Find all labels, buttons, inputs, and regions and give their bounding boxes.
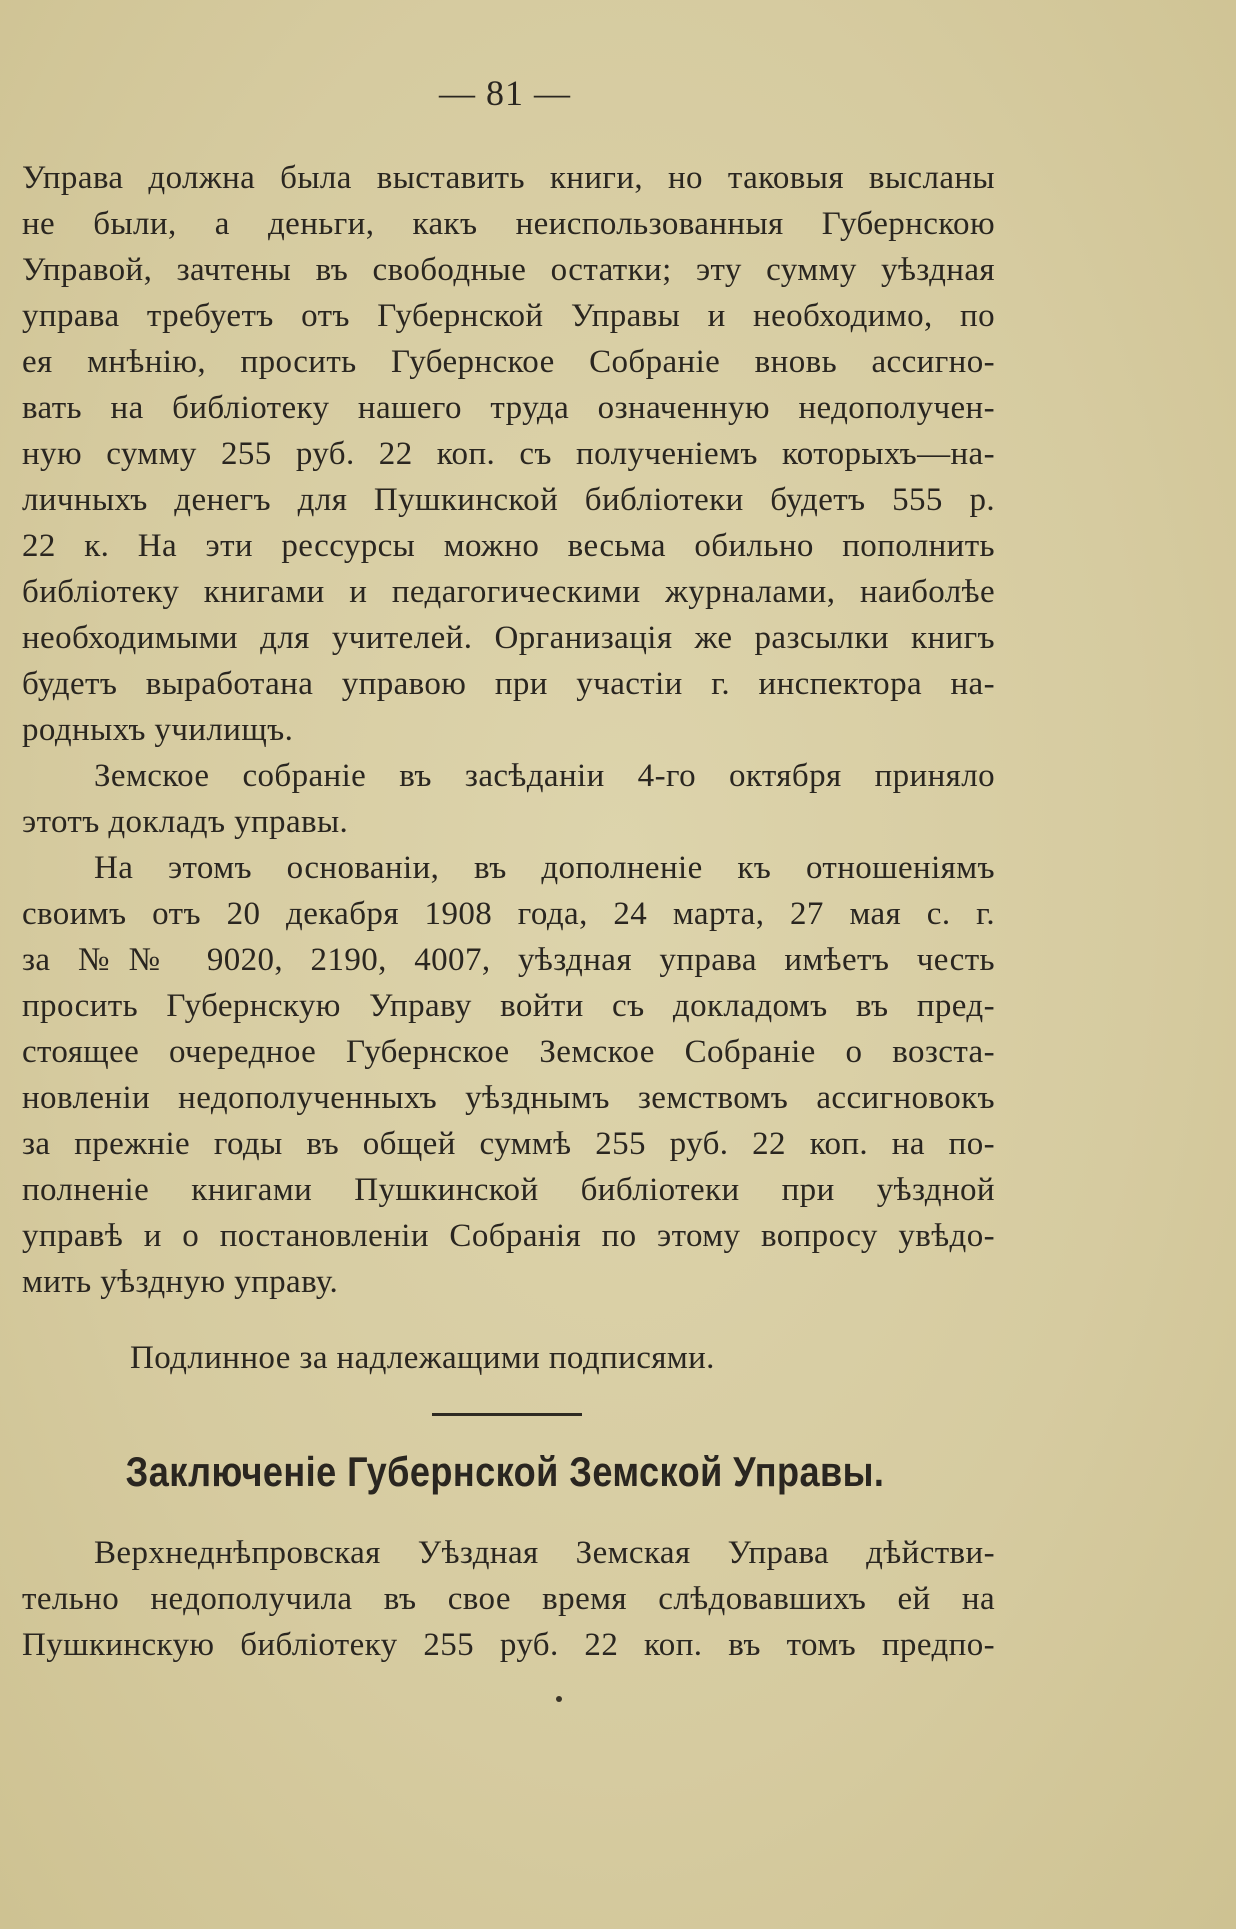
text-line: за №№ 9020, 2190, 4007, уѣздная управа имѣетъ честь — [22, 942, 995, 978]
text-line: мить уѣздную управу. — [22, 1264, 339, 1300]
text-line: управѣ и о постановленіи Собранія по этому вопросу увѣдо- — [22, 1218, 995, 1254]
text-line: Управой, зачтены въ свободные остатки; эту сумму уѣздная — [22, 252, 995, 288]
text-line: вать на библіотеку нашего труда означенную недополучен- — [22, 390, 995, 426]
text-line: 22 к. На эти рессурсы можно весьма обильно пополнить — [22, 528, 995, 564]
ink-speck — [556, 1696, 562, 1702]
text-line: своимъ отъ 20 декабря 1908 года, 24 марта, 27 мая с. г. — [22, 896, 995, 932]
text-line: Пушкинскую библіотеку 255 руб. 22 коп. въ томъ предпо- — [22, 1627, 995, 1663]
text-line: Управа должна была выставить книги, но таковыя высланы — [22, 160, 995, 196]
section-divider — [432, 1413, 582, 1416]
text-line: Земское собраніе въ засѣданіи 4-го октября приняло — [94, 758, 995, 794]
text-line: ную сумму 255 руб. 22 коп. съ полученіемъ которыхъ—на- — [22, 436, 995, 472]
text-line: не были, а деньги, какъ неиспользованныя Губернскою — [22, 206, 995, 242]
text-line: полненіе книгами Пушкинской библіотеки при уѣздной — [22, 1172, 995, 1208]
report-body — [22, 155, 995, 1305]
text-line: стоящее очередное Губернское Земское Собраніе о возста- — [22, 1034, 995, 1070]
text-line: ея мнѣнію, просить Губернское Собраніе вновь ассигно- — [22, 344, 995, 380]
text-line: На этомъ основаніи, въ дополненіе къ отношеніямъ — [94, 850, 995, 886]
section-heading: Заключеніе Губернской Земской Управы. — [125, 1448, 885, 1495]
text-line: за прежніе годы въ общей суммѣ 255 руб. 22 коп. на по- — [22, 1126, 995, 1162]
signature-note: Подлинное за надлежащими подписями. — [130, 1340, 715, 1376]
text-line: этотъ докладъ управы. — [22, 804, 349, 840]
text-line: тельно недополучила въ свое время слѣдовавшихъ ей на — [22, 1581, 995, 1617]
text-line: новленіи недополученныхъ уѣзднымъ земствомъ ассигновокъ — [22, 1080, 995, 1116]
text-line: родныхъ училищъ. — [22, 712, 294, 748]
text-line: необходимыми для учителей. Организація же разсылки книгъ — [22, 620, 995, 656]
text-line: библіотеку книгами и педагогическими журналами, наиболѣе — [22, 574, 995, 610]
text-line: будетъ выработана управою при участіи г. инспектора на- — [22, 666, 995, 702]
page-number: — 81 — — [439, 73, 571, 113]
conclusion-body — [22, 1530, 995, 1668]
text-line: управа требуетъ отъ Губернской Управы и необходимо, по — [22, 298, 995, 334]
text-line: Верхнеднѣпровская Уѣздная Земская Управа дѣйстви- — [94, 1535, 995, 1571]
text-line: личныхъ денегъ для Пушкинской библіотеки будетъ 555 р. — [22, 482, 995, 518]
text-line: просить Губернскую Управу войти съ докладомъ въ пред- — [22, 988, 995, 1024]
